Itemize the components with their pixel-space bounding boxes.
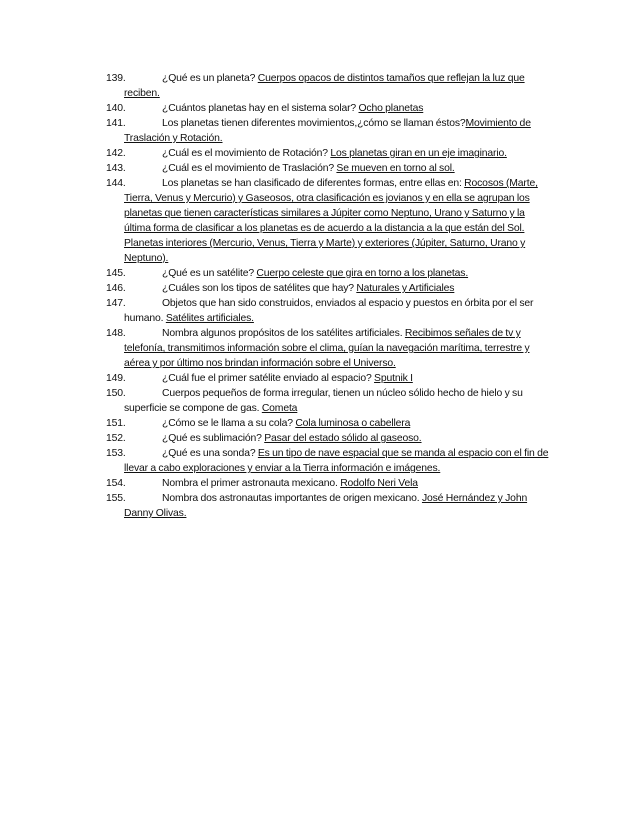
item-number: 139. <box>106 73 126 84</box>
qa-item <box>106 326 552 371</box>
answer-text: Naturales y Artificiales <box>356 283 455 294</box>
qa-item <box>106 446 552 476</box>
answer-text: Cuerpo celeste que gira en torno a los planetas. <box>256 268 469 279</box>
item-number: 142. <box>106 148 126 159</box>
answer-text: José Hernández y John Danny Olivas. <box>124 493 528 519</box>
question-text: ¿Cuál fue el primer satélite enviado al espacio? <box>162 373 375 384</box>
qa-item <box>106 491 552 521</box>
question-text: ¿Cuántos planetas hay en el sistema solar? <box>162 103 359 114</box>
item-number: 153. <box>106 448 126 459</box>
item-number: 149. <box>106 373 126 384</box>
answer-text: Cuerpos opacos de distintos tamaños que reflejan la luz que reciben. <box>124 73 525 99</box>
answer-text: Cometa <box>261 403 298 414</box>
item-number: 155. <box>106 493 126 504</box>
answer-text: Satélites artificiales. <box>165 313 254 324</box>
item-number: 143. <box>106 163 126 174</box>
item-number: 152. <box>106 433 126 444</box>
qa-item <box>106 296 552 326</box>
item-number: 147. <box>106 298 126 309</box>
qa-item <box>106 416 552 431</box>
question-answer-list <box>106 71 552 521</box>
answer-text: Los planetas giran en un eje imaginario. <box>330 148 507 159</box>
question-text: Cuerpos pequeños de forma irregular, tienen un núcleo sólido hecho de hielo y su superficie se compone de gas. <box>124 388 523 414</box>
qa-item <box>106 281 552 296</box>
question-text: Los planetas tienen diferentes movimientos,¿cómo se llaman éstos? <box>162 118 466 129</box>
qa-item <box>106 161 552 176</box>
answer-text: Pasar del estado sólido al gaseoso. <box>264 433 422 444</box>
answer-text: Se mueven en torno al sol. <box>336 163 455 174</box>
answer-text: Ocho planetas <box>358 103 424 114</box>
qa-item <box>106 101 552 116</box>
qa-item <box>106 476 552 491</box>
qa-item <box>106 116 552 146</box>
item-number: 145. <box>106 268 126 279</box>
qa-item <box>106 71 552 101</box>
question-text: Nombra dos astronautas importantes de origen mexicano. <box>162 493 422 504</box>
question-text: ¿Cómo se le llama a su cola? <box>162 418 296 429</box>
item-number: 154. <box>106 478 126 489</box>
qa-item <box>106 176 552 266</box>
answer-text: Es un tipo de nave espacial que se manda al espacio con el fin de llevar a cabo exploraciones y enviar a la Tierra información e imágenes. <box>124 448 549 474</box>
question-text: ¿Qué es una sonda? <box>162 448 258 459</box>
qa-item <box>106 146 552 161</box>
question-text: ¿Cuál es el movimiento de Traslación? <box>162 163 337 174</box>
answer-text: Cola luminosa o cabellera <box>295 418 411 429</box>
answer-text: Rodolfo Neri Vela <box>340 478 418 489</box>
question-text: ¿Cuáles son los tipos de satélites que hay? <box>162 283 357 294</box>
item-number: 140. <box>106 103 126 114</box>
question-text: ¿Cuál es el movimiento de Rotación? <box>162 148 331 159</box>
answer-text: Movimiento de Traslación y Rotación. <box>124 118 531 144</box>
question-text: Nombra el primer astronauta mexicano. <box>162 478 341 489</box>
item-number: 151. <box>106 418 126 429</box>
item-number: 148. <box>106 328 126 339</box>
question-text: ¿Qué es sublimación? <box>162 433 265 444</box>
question-text: Nombra algunos propósitos de los satélites artificiales. <box>162 328 405 339</box>
question-text: Los planetas se han clasificado de diferentes formas, entre ellas en: <box>162 178 465 189</box>
answer-text: Rocosos (Marte, Tierra, Venus y Mercurio) y Gaseosos, otra clasificación es jovianos y en ella se agrupan los planetas que tienen características similares a Júpiter como Neptuno, Urano y Saturno y la última forma de clasificar a los planetas es de acuerdo a la distancia a la que están del Sol. Planetas interiores (Mercurio, Venus, Tierra y Marte) y exteriores (Júpiter, Saturno, Urano y Neptuno). <box>124 178 538 264</box>
question-text: ¿Qué es un planeta? <box>162 73 258 84</box>
item-number: 144. <box>106 178 126 189</box>
item-number: 141. <box>106 118 126 129</box>
item-number: 146. <box>106 283 126 294</box>
item-number: 150. <box>106 388 126 399</box>
answer-text: Recibimos señales de tv y telefonía, transmitimos información sobre el clima, guían la navegación marítima, terrestre y aérea y por último nos brindan información sobre el Universo. <box>124 328 530 369</box>
qa-item <box>106 371 552 386</box>
qa-item <box>106 386 552 416</box>
qa-item <box>106 431 552 446</box>
answer-text: Sputnik I <box>374 373 413 384</box>
question-text: ¿Qué es un satélite? <box>162 268 257 279</box>
question-text: Objetos que han sido construidos, enviados al espacio y puestos en órbita por el ser humano. <box>124 298 534 324</box>
qa-item <box>106 266 552 281</box>
